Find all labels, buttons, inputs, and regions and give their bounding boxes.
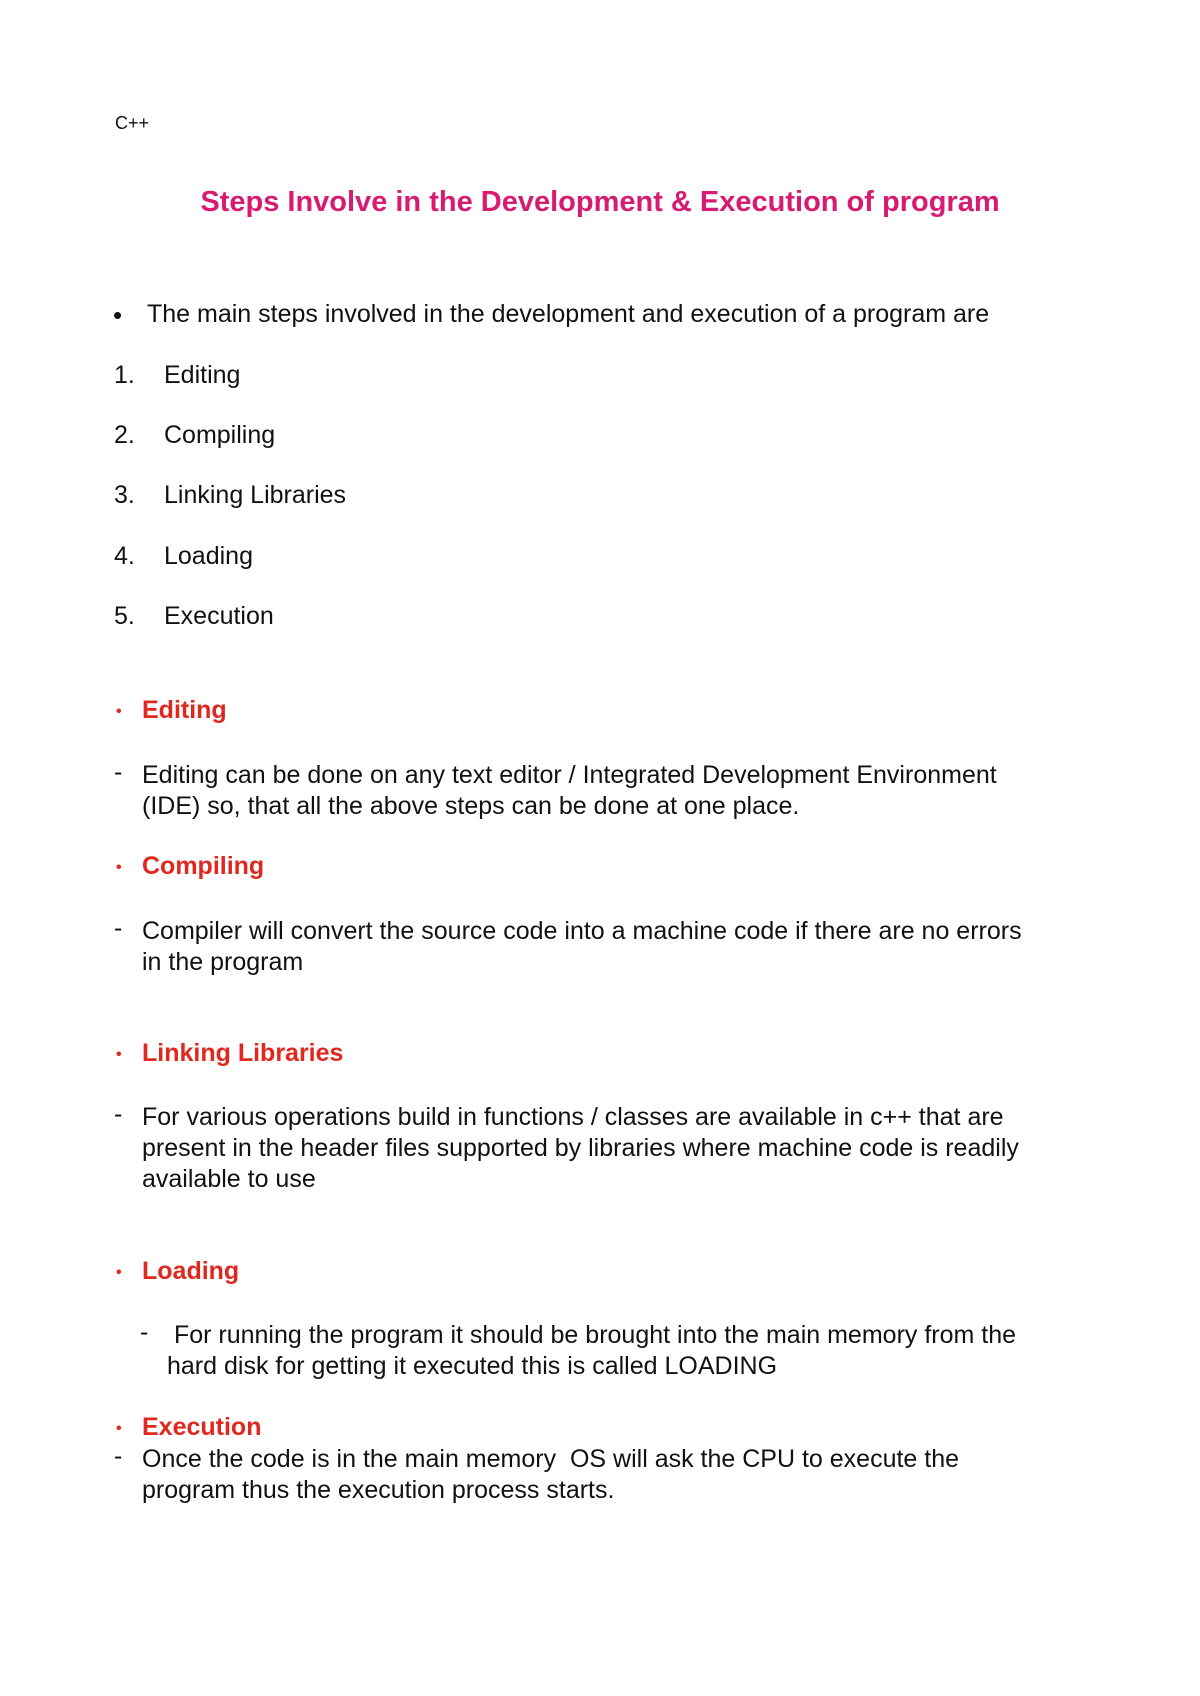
text-line: in the program xyxy=(142,948,304,976)
section-dash: - xyxy=(140,1318,149,1346)
section-dash: - xyxy=(114,758,123,786)
page-title: Steps Involve in the Development & Execution of program xyxy=(200,186,1000,218)
text-line: Editing can be done on any text editor / Integrated Development Environment xyxy=(142,761,997,789)
section-dash: - xyxy=(114,914,123,942)
text-line: present in the header files supported by libraries where machine code is readily xyxy=(142,1134,1019,1162)
section-bullet: • xyxy=(116,1046,122,1063)
section-text xyxy=(167,1320,1016,1382)
section-bullet: • xyxy=(116,1420,122,1437)
step-number: 1. xyxy=(114,361,135,389)
text-line: For various operations build in functions / classes are available in c++ that are xyxy=(142,1103,1004,1131)
step-number: 3. xyxy=(114,481,135,509)
step-label: Editing xyxy=(164,361,241,389)
text-line: Compiler will convert the source code into a machine code if there are no errors xyxy=(142,917,1022,945)
section-text xyxy=(142,760,997,822)
header-label: C++ xyxy=(115,113,150,133)
text-line: Once the code is in the main memory OS will ask the CPU to execute the xyxy=(142,1445,960,1473)
intro-bullet: • xyxy=(113,300,123,330)
text-line: For running the program it should be brought into the main memory from the xyxy=(167,1321,1017,1349)
section-text xyxy=(142,1444,959,1506)
section-text xyxy=(142,916,1022,978)
section-heading: Loading xyxy=(142,1257,240,1285)
section-dash: - xyxy=(114,1100,123,1128)
step-label: Execution xyxy=(164,602,274,630)
section-bullet: • xyxy=(116,1264,122,1281)
intro-text: The main steps involved in the development and execution of a program are xyxy=(147,300,990,328)
step-number: 4. xyxy=(114,542,135,570)
section-heading: Linking Libraries xyxy=(142,1039,344,1067)
text-line: (IDE) so, that all the above steps can be done at one place. xyxy=(142,792,800,820)
section-heading: Compiling xyxy=(142,852,265,880)
section-bullet: • xyxy=(116,859,122,876)
section-heading: Editing xyxy=(142,696,227,724)
step-label: Loading xyxy=(164,542,253,570)
section-text xyxy=(142,1102,1019,1195)
section-bullet: • xyxy=(116,703,122,720)
step-number: 2. xyxy=(114,421,135,449)
section-heading: Execution xyxy=(142,1413,262,1441)
step-number: 5. xyxy=(114,602,135,630)
step-label: Compiling xyxy=(164,421,276,449)
step-label: Linking Libraries xyxy=(164,481,347,509)
text-line: hard disk for getting it executed this is called LOADING xyxy=(167,1352,778,1380)
text-line: available to use xyxy=(142,1165,316,1193)
section-dash: - xyxy=(114,1442,123,1470)
text-line: program thus the execution process starts. xyxy=(142,1476,615,1504)
